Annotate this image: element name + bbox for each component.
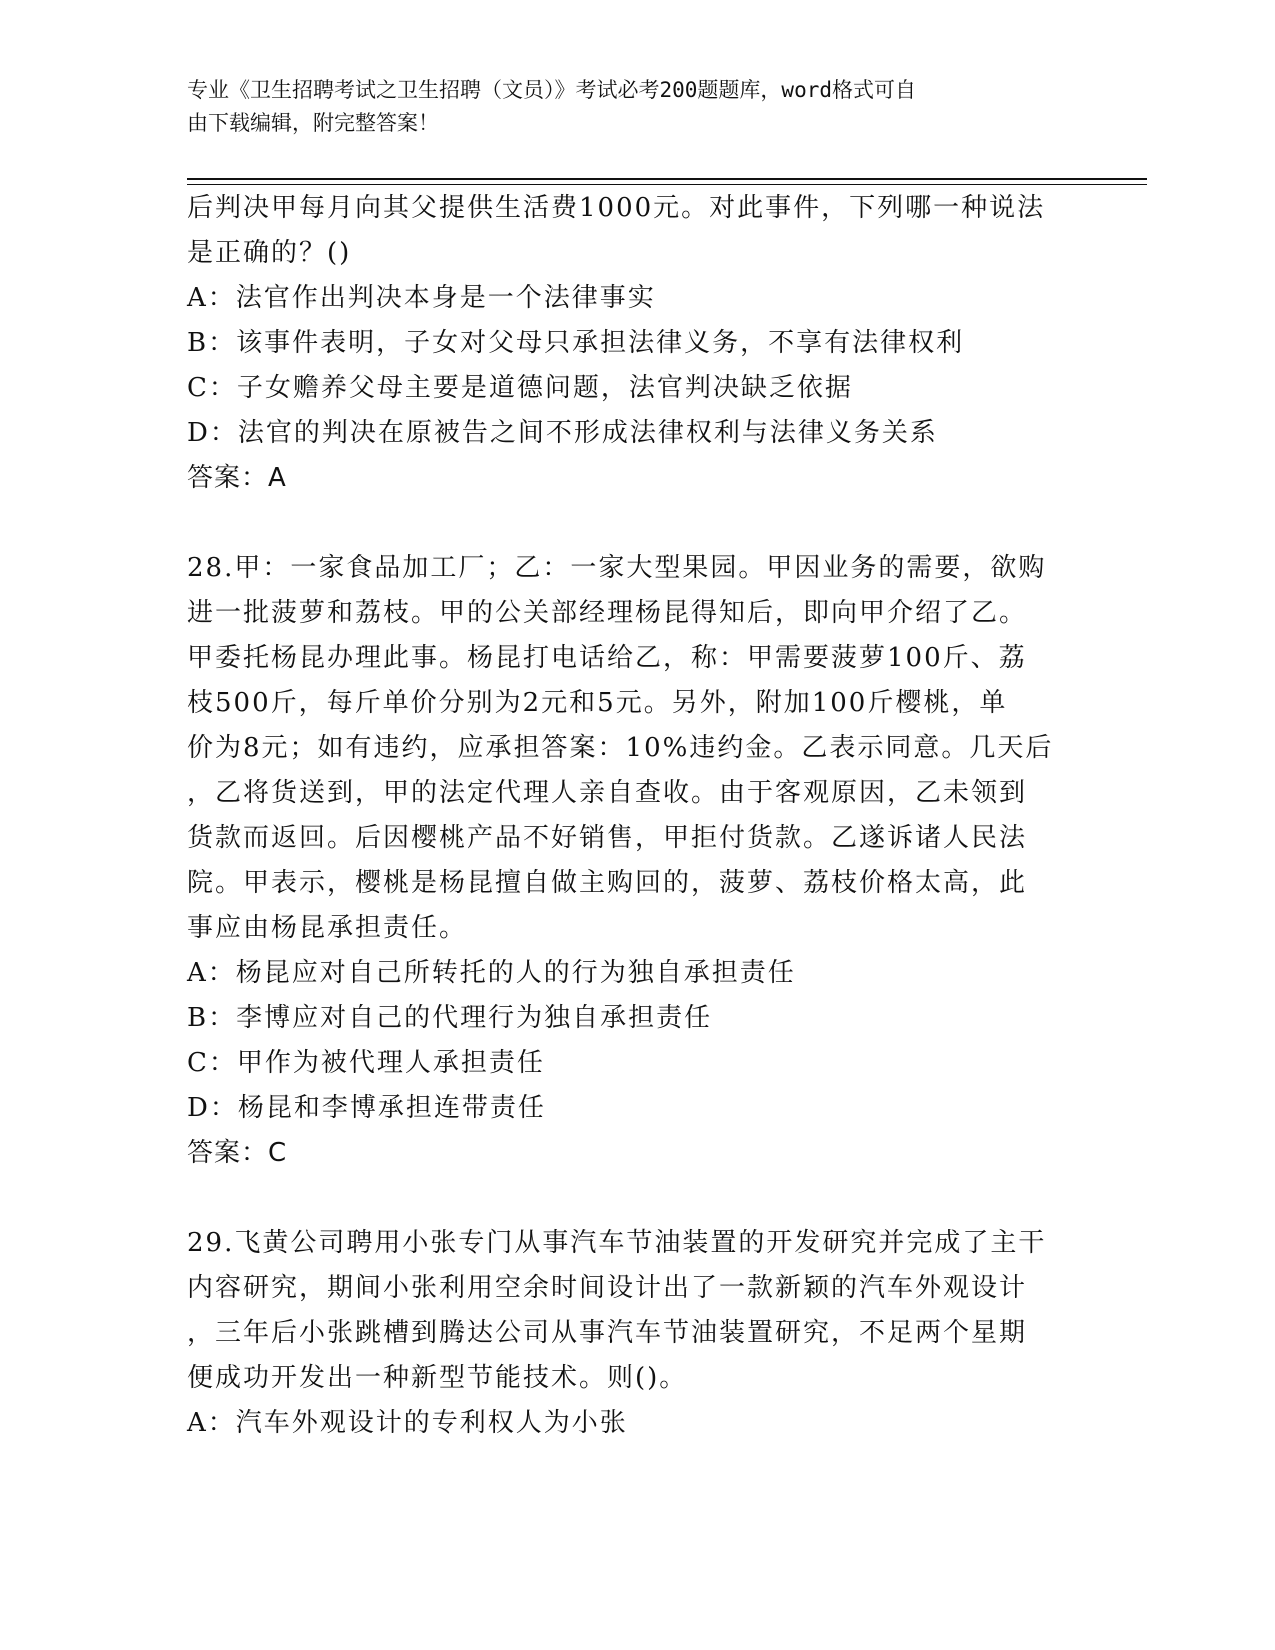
answer-line: 答案：A [187, 463, 287, 493]
option-b: B：李博应对自己的代理行为独自承担责任 [187, 1003, 713, 1033]
question-stem-line: 枝500斤，每斤单价分别为2元和5元。另外，附加100斤樱桃，单 [187, 688, 1008, 718]
question-stem-line: 甲委托杨昆办理此事。杨昆打电话给乙，称：甲需要菠萝100斤、荔 [187, 643, 1027, 673]
option-b: B：该事件表明，子女对父母只承担法律义务，不享有法律权利 [187, 328, 965, 358]
option-c: C：甲作为被代理人承担责任 [187, 1048, 545, 1078]
header-rule-thin [187, 184, 1147, 185]
question-stem-line: 事应由杨昆承担责任。 [187, 913, 468, 943]
question-stem-line: 院。甲表示，樱桃是杨昆擅自做主购回的，菠萝、荔枝价格太高，此 [187, 868, 1028, 898]
option-a: A：法官作出判决本身是一个法律事实 [187, 283, 656, 313]
option-a: A：汽车外观设计的专利权人为小张 [187, 1408, 628, 1438]
header-line-1: 专业《卫生招聘考试之卫生招聘（文员）》考试必考200题题库，word格式可自 [187, 78, 916, 102]
question-stem-line: ，乙将货送到，甲的法定代理人亲自查收。由于客观原因，乙未领到 [187, 778, 1028, 808]
question-28 [187, 546, 1067, 1176]
question-stem-line: 内容研究，期间小张利用空余时间设计出了一款新颖的汽车外观设计 [187, 1273, 1028, 1303]
header-rule-thick [187, 178, 1147, 180]
question-stem-line: 29.飞黄公司聘用小张专门从事汽车节油装置的开发研究并完成了主干 [187, 1228, 1047, 1258]
answer-line: 答案：C [187, 1138, 288, 1168]
header-line-2: 由下载编辑，附完整答案！ [187, 111, 439, 135]
option-c: C：子女赡养父母主要是道德问题，法官判决缺乏依据 [187, 373, 853, 403]
question-stem-line: 后判决甲每月向其父提供生活费1000元。对此事件，下列哪一种说法 [187, 193, 1046, 223]
question-stem-line: 货款而返回。后因樱桃产品不好销售，甲拒付货款。乙遂诉诸人民法 [187, 823, 1028, 853]
question-stem-line: 价为8元；如有违约，应承担答案：10%违约金。乙表示同意。几天后 [187, 733, 1054, 763]
question-29 [187, 1221, 1067, 1446]
question-27 [187, 186, 1067, 501]
page-header [187, 74, 1067, 140]
question-stem-line: 28.甲：一家食品加工厂；乙：一家大型果园。甲因业务的需要，欲购 [187, 553, 1047, 583]
question-stem-line: 是正确的？() [187, 238, 352, 268]
document-body [187, 186, 1067, 1446]
question-stem-line: 便成功开发出一种新型节能技术。则()。 [187, 1363, 688, 1393]
question-stem-line: ，三年后小张跳槽到腾达公司从事汽车节油装置研究，不足两个星期 [187, 1318, 1028, 1348]
option-d: D：法官的判决在原被告之间不形成法律权利与法律义务关系 [187, 418, 938, 448]
question-stem-line: 进一批菠萝和荔枝。甲的公关部经理杨昆得知后，即向甲介绍了乙。 [187, 598, 1028, 628]
option-a: A：杨昆应对自己所转托的人的行为独自承担责任 [187, 958, 796, 988]
option-d: D：杨昆和李博承担连带责任 [187, 1093, 546, 1123]
